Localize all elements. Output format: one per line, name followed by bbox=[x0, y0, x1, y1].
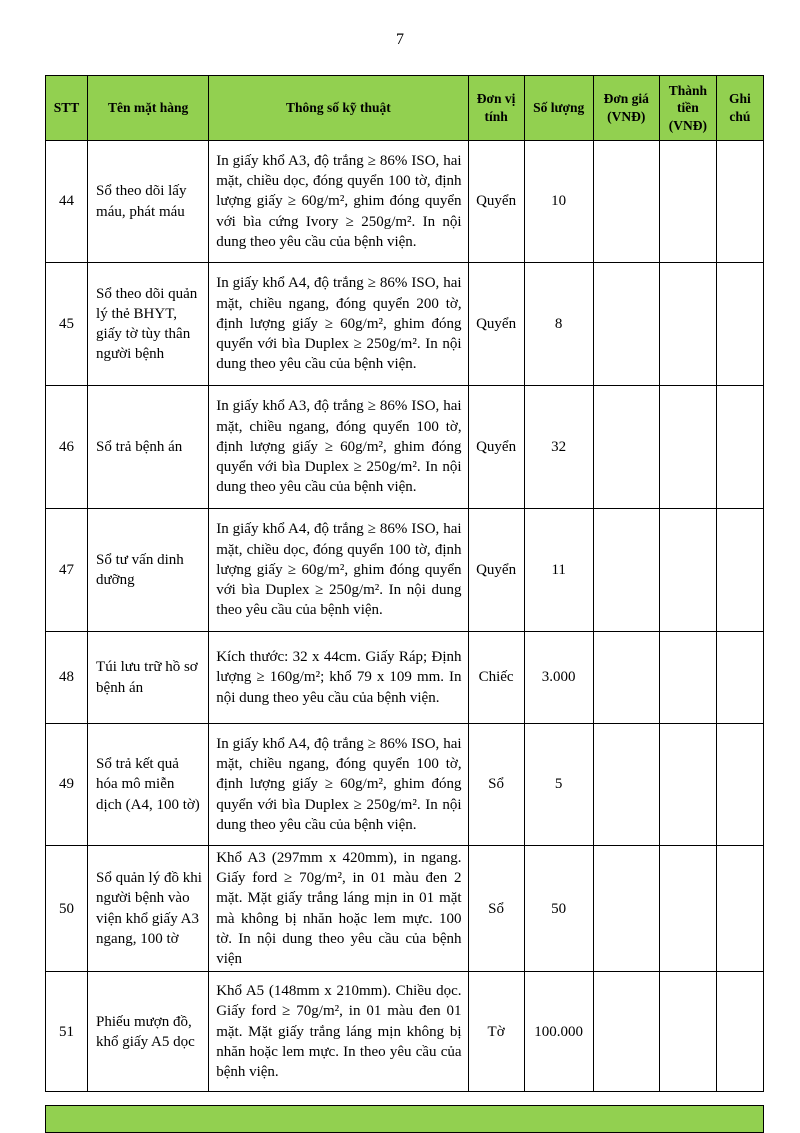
cell-unit: Quyển bbox=[468, 141, 524, 263]
cell-total bbox=[659, 386, 716, 509]
cell-price bbox=[593, 846, 659, 972]
cell-qty: 11 bbox=[524, 509, 593, 632]
cell-unit: Quyển bbox=[468, 386, 524, 509]
cell-total bbox=[659, 972, 716, 1092]
cell-stt: 50 bbox=[46, 846, 88, 972]
items-table bbox=[45, 75, 764, 1092]
cell-name: Phiếu mượn đồ, khổ giấy A5 dọc bbox=[88, 972, 209, 1092]
cell-spec: Khổ A3 (297mm x 420mm), in ngang. Giấy ford ≥ 70g/m², in 01 màu đen 2 mặt. Mặt giấy trắng láng mịn in 01 mặt mà không bị nhăn hoặc lem mực. 100 tờ. In nội dung theo yêu cầu của bệnh viện bbox=[209, 846, 468, 972]
cell-price bbox=[593, 386, 659, 509]
next-page-table-header-strip bbox=[45, 1105, 764, 1133]
cell-note bbox=[716, 141, 763, 263]
cell-unit: Sổ bbox=[468, 846, 524, 972]
cell-note bbox=[716, 724, 763, 846]
cell-price bbox=[593, 263, 659, 386]
cell-stt: 45 bbox=[46, 263, 88, 386]
cell-qty: 32 bbox=[524, 386, 593, 509]
table-row bbox=[46, 846, 764, 972]
page-number: 7 bbox=[396, 31, 404, 48]
column-header-qty: Số lượng bbox=[524, 76, 593, 141]
table-row bbox=[46, 972, 764, 1092]
cell-price bbox=[593, 141, 659, 263]
cell-unit: Tờ bbox=[468, 972, 524, 1092]
cell-note bbox=[716, 386, 763, 509]
table-row bbox=[46, 141, 764, 263]
cell-price bbox=[593, 632, 659, 724]
cell-name: Sổ theo dõi quản lý thẻ BHYT, giấy tờ tùy thân người bệnh bbox=[88, 263, 209, 386]
cell-stt: 48 bbox=[46, 632, 88, 724]
table-row bbox=[46, 724, 764, 846]
cell-price bbox=[593, 972, 659, 1092]
table-row bbox=[46, 263, 764, 386]
table-row bbox=[46, 632, 764, 724]
cell-qty: 100.000 bbox=[524, 972, 593, 1092]
cell-qty: 8 bbox=[524, 263, 593, 386]
cell-total bbox=[659, 263, 716, 386]
cell-unit: Quyển bbox=[468, 263, 524, 386]
cell-name: Sổ quản lý đồ khi người bệnh vào viện khổ giấy A3 ngang, 100 tờ bbox=[88, 846, 209, 972]
cell-total bbox=[659, 846, 716, 972]
cell-stt: 46 bbox=[46, 386, 88, 509]
cell-name: Sổ trả bệnh án bbox=[88, 386, 209, 509]
cell-qty: 10 bbox=[524, 141, 593, 263]
column-header-note: Ghi chú bbox=[716, 76, 763, 141]
table-row bbox=[46, 509, 764, 632]
cell-spec: In giấy khổ A3, độ trắng ≥ 86% ISO, hai mặt, chiều dọc, đóng quyển 100 tờ, định lượng giấy ≥ 60g/m², ghim đóng quyển với bìa cứng Ivory ≥ 250g/m². In nội dung theo yêu cầu của bệnh viện. bbox=[209, 141, 468, 263]
cell-note bbox=[716, 509, 763, 632]
cell-name: Sổ trả kết quả hóa mô miễn dịch (A4, 100 tờ) bbox=[88, 724, 209, 846]
cell-name: Túi lưu trữ hồ sơ bệnh án bbox=[88, 632, 209, 724]
cell-note bbox=[716, 263, 763, 386]
cell-spec: In giấy khổ A4, độ trắng ≥ 86% ISO, hai mặt, chiều ngang, đóng quyển 100 tờ, định lượng giấy ≥ 60g/m², ghim đóng quyển với bìa Duplex ≥ 250g/m². In nội dung theo yêu cầu của bệnh viện. bbox=[209, 724, 468, 846]
cell-total bbox=[659, 141, 716, 263]
cell-stt: 47 bbox=[46, 509, 88, 632]
cell-stt: 49 bbox=[46, 724, 88, 846]
column-header-spec: Thông số kỹ thuật bbox=[209, 76, 468, 141]
cell-name: Sổ tư vấn dinh dưỡng bbox=[88, 509, 209, 632]
cell-total bbox=[659, 509, 716, 632]
cell-qty: 5 bbox=[524, 724, 593, 846]
cell-note bbox=[716, 846, 763, 972]
table-header-row bbox=[46, 76, 764, 141]
column-header-name: Tên mặt hàng bbox=[88, 76, 209, 141]
table-row bbox=[46, 386, 764, 509]
table-header bbox=[46, 76, 764, 141]
column-header-stt: STT bbox=[46, 76, 88, 141]
cell-unit: Sổ bbox=[468, 724, 524, 846]
cell-unit: Chiếc bbox=[468, 632, 524, 724]
cell-note bbox=[716, 632, 763, 724]
cell-note bbox=[716, 972, 763, 1092]
cell-stt: 44 bbox=[46, 141, 88, 263]
cell-spec: In giấy khổ A4, độ trắng ≥ 86% ISO, hai mặt, chiều ngang, đóng quyển 200 tờ, định lượng giấy ≥ 60g/m², ghim đóng quyển với bìa Duplex ≥ 250g/m². In nội dung theo yêu cầu của bệnh viện. bbox=[209, 263, 468, 386]
table-body bbox=[46, 141, 764, 1092]
cell-stt: 51 bbox=[46, 972, 88, 1092]
cell-unit: Quyển bbox=[468, 509, 524, 632]
cell-spec: In giấy khổ A4, độ trắng ≥ 86% ISO, hai mặt, chiều dọc, đóng quyển 100 tờ, định lượng giấy ≥ 60g/m², ghim đóng quyển với bìa Duplex ≥ 250g/m². In nội dung theo yêu cầu của bệnh viện. bbox=[209, 509, 468, 632]
column-header-total: Thành tiền (VNĐ) bbox=[659, 76, 716, 141]
cell-qty: 50 bbox=[524, 846, 593, 972]
cell-spec: In giấy khổ A3, độ trắng ≥ 86% ISO, hai mặt, chiều ngang, đóng quyển 100 tờ, định lượng giấy ≥ 60g/m², ghim đóng quyển với bìa Duplex ≥ 250g/m². In nội dung theo yêu cầu của bệnh viện. bbox=[209, 386, 468, 509]
cell-price bbox=[593, 509, 659, 632]
cell-spec: Kích thước: 32 x 44cm. Giấy Ráp; Định lượng ≥ 160g/m²; khổ 79 x 109 mm. In nội dung theo yêu cầu của bệnh viện. bbox=[209, 632, 468, 724]
cell-name: Sổ theo dõi lấy máu, phát máu bbox=[88, 141, 209, 263]
cell-total bbox=[659, 632, 716, 724]
column-header-unit: Đơn vị tính bbox=[468, 76, 524, 141]
cell-total bbox=[659, 724, 716, 846]
column-header-price: Đơn giá (VNĐ) bbox=[593, 76, 659, 141]
cell-qty: 3.000 bbox=[524, 632, 593, 724]
cell-price bbox=[593, 724, 659, 846]
cell-spec: Khổ A5 (148mm x 210mm). Chiều dọc. Giấy ford ≥ 70g/m², in 01 màu đen 01 mặt. Mặt giấy trắng láng mịn không bị nhăn hoặc lem mực. In theo yêu cầu của bệnh viện. bbox=[209, 972, 468, 1092]
